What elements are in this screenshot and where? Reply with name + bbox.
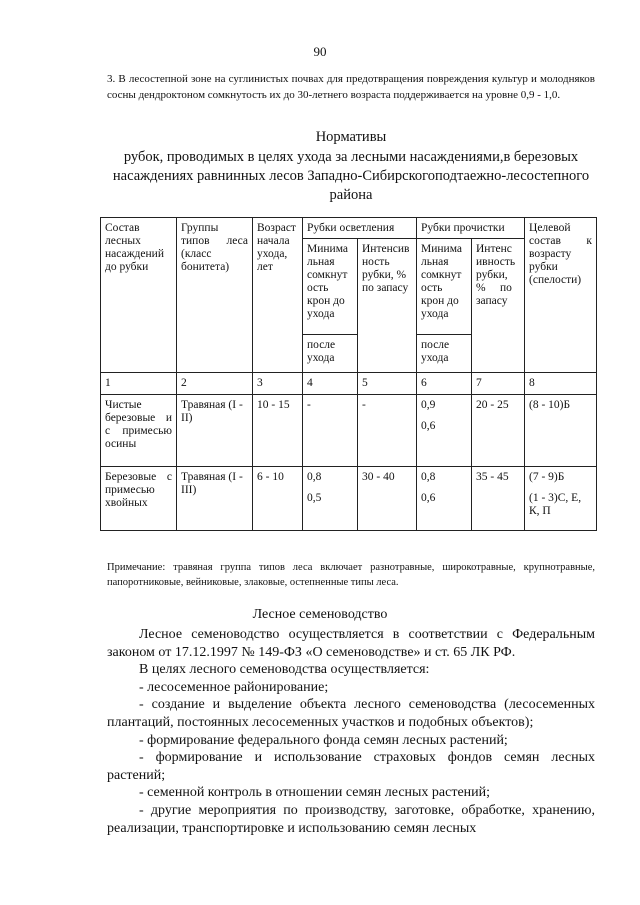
density-before: -	[307, 399, 311, 411]
min-density-line: льная	[421, 256, 449, 268]
intensity-line: рубки, %	[362, 269, 407, 281]
density-before: 0,8	[307, 471, 322, 483]
min-density-line: сомкнут	[307, 269, 348, 281]
list-item: - другие мероприятия по производству, заготовке, обработке, хранению, реализации, транспортировке и использованию семян лесных	[107, 802, 595, 836]
intro-note: 3. В лесостепной зоне на суглинистых почвах для предотвращения повреждения культур и молодняков сосны дендроктоном сомкнутость их до 30-летнего возраста поддерживается на уровне 0,9 - 1,0.	[107, 73, 595, 101]
column-number: 7	[472, 373, 525, 395]
column-number: 3	[253, 373, 303, 395]
density-before: 0,8	[421, 471, 436, 483]
row-lightening-intensity: 30 - 40	[358, 467, 417, 531]
table-note: Примечание: травяная группа типов леса включает разнотравные, широкотравные, крупнотравные, папоротниковые, вейниковые, злаковые, остепненные типы леса.	[107, 562, 595, 588]
row-forest-group: Травяная (I - II)	[177, 395, 253, 467]
after-care-line: ухода	[421, 352, 449, 364]
row-age: 10 - 15	[253, 395, 303, 467]
min-density-line: Минима	[421, 243, 462, 255]
target-main: (7 - 9)Б	[529, 471, 565, 483]
table-subtitle: рубок, проводимых в целях ухода за лесными насаждениями,в березовых насаждениях равнинных лесов Западно-Сибирскогоподтаежно-лесостепного района	[112, 149, 590, 203]
intensity-line: ность	[362, 256, 390, 268]
min-density-line: крон до	[421, 295, 459, 307]
row-lightening-intensity: -	[358, 395, 417, 467]
header-forest-groups: Группы типов леса (класс бонитета)	[177, 218, 253, 373]
density-after: 0,5	[307, 492, 322, 504]
paragraph: Лесное семеноводство осуществляется в соответствии с Федеральным законом от 17.12.1997 № 149-ФЗ «О семеноводстве» и ст. 65 ЛК РФ.	[107, 627, 595, 660]
min-density-line: сомкнут	[421, 269, 462, 281]
intensity-line: запасу	[476, 295, 508, 307]
density-after: 0,6	[421, 420, 436, 432]
header-thinning: Рубки прочистки	[417, 218, 525, 239]
header-composition: Состав лесных насаждений до рубки	[101, 218, 177, 373]
column-number: 1	[101, 373, 177, 395]
intensity-line: рубки,	[476, 269, 508, 281]
list-item: - формирование федерального фонда семян лесных растений;	[139, 732, 508, 748]
row-thinning-intensity: 35 - 45	[472, 467, 525, 531]
section-title: Лесное семеноводство	[252, 607, 388, 622]
intensity-line: ивность	[476, 256, 516, 268]
min-density-line: льная	[307, 256, 335, 268]
header-target: Целевой состав к возрасту рубки (спелости)	[525, 218, 597, 373]
header-thinning-min-density	[417, 239, 472, 335]
row-lightening-density	[303, 395, 358, 467]
density-before: 0,9	[421, 399, 436, 411]
row-target	[525, 395, 597, 467]
target-main: (8 - 10)Б	[529, 399, 571, 411]
column-number: 8	[525, 373, 597, 395]
header-lightening: Рубки осветления	[303, 218, 417, 239]
min-density-line: крон до	[307, 295, 345, 307]
table-title: Нормативы	[315, 129, 387, 145]
row-age: 6 - 10	[253, 467, 303, 531]
header-thinning-after-care	[417, 335, 472, 373]
list-item: - лесосеменное районирование;	[139, 679, 329, 695]
row-composition: Чистые березовые и с примесью осины	[101, 395, 177, 467]
row-lightening-density	[303, 467, 358, 531]
header-lightening-after-care	[303, 335, 358, 373]
intensity-line: Интенсив	[362, 243, 410, 255]
intensity-line: Интенс	[476, 243, 512, 255]
density-after: 0,6	[421, 492, 436, 504]
row-target	[525, 467, 597, 531]
after-care-line: после	[307, 339, 336, 351]
column-number: 6	[417, 373, 472, 395]
column-number: 4	[303, 373, 358, 395]
after-care-line: ухода	[307, 352, 335, 364]
list-item: - семенной контроль в отношении семян лесных растений;	[139, 785, 491, 801]
min-density-line: Минима	[307, 243, 348, 255]
min-density-line: ухода	[421, 308, 449, 320]
body-text	[107, 626, 595, 837]
row-thinning-intensity: 20 - 25	[472, 395, 525, 467]
min-density-line: ость	[307, 282, 329, 294]
row-thinning-density	[417, 467, 472, 531]
list-item: - создание и выделение объекта лесного семеноводства (лесосеменных плантаций, постоянных лесосеменных участков и подобных объектов);	[107, 697, 595, 730]
table-row	[101, 467, 597, 531]
header-lightening-min-density	[303, 239, 358, 335]
table-row	[101, 395, 597, 467]
header-age: Возраст начала ухода, лет	[253, 218, 303, 373]
column-number: 5	[358, 373, 417, 395]
intensity-line: % по	[476, 282, 512, 294]
paragraph: В целях лесного семеноводства осуществляется:	[139, 662, 430, 678]
page-number: 90	[313, 44, 327, 59]
header-lightening-intensity	[358, 239, 417, 373]
row-forest-group: Травяная (I - III)	[177, 467, 253, 531]
min-density-line: ость	[421, 282, 443, 294]
header-thinning-intensity	[472, 239, 525, 373]
list-item: - формирование и использование страховых фондов семян лесных растений;	[107, 750, 595, 783]
norms-table	[100, 217, 597, 531]
target-admixture: (1 - 3)С, Е, К, П	[529, 492, 582, 517]
row-thinning-density	[417, 395, 472, 467]
intensity-line: по запасу	[362, 282, 409, 294]
min-density-line: ухода	[307, 308, 335, 320]
after-care-line: после	[421, 339, 450, 351]
column-number: 2	[177, 373, 253, 395]
row-composition: Березовые с примесью хвойных	[101, 467, 177, 531]
